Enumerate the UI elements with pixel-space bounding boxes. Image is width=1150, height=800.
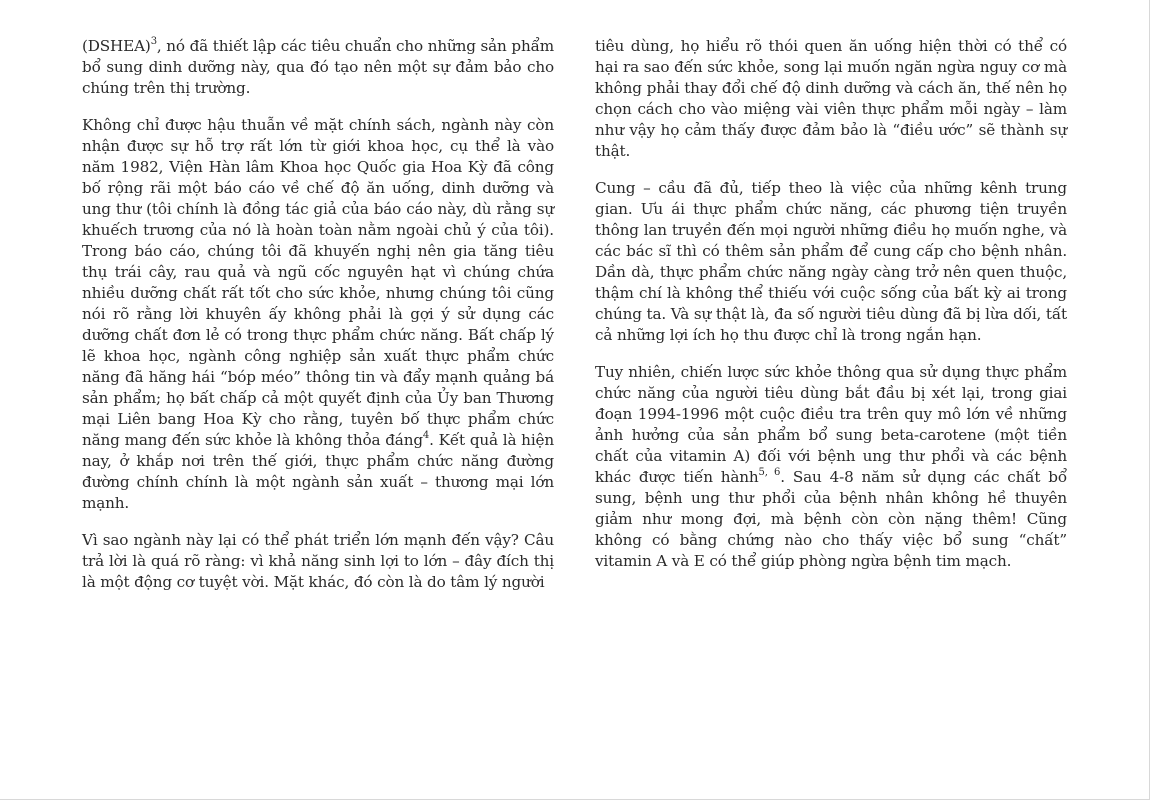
footnote-reference: 5, 6 — [758, 466, 781, 478]
paragraph — [82, 36, 554, 99]
footnote-reference: 4 — [422, 429, 430, 441]
paragraph-text: Tuy nhiên, chiến lược sức khỏe thông qua sử dụng thực phẩm chức năng của người tiêu dùng bắt đầu bị xét lại, trong giai đoạn 1994-1996 một cuộc điều tra trên quy mô lớn về những ảnh hưởng của sản phẩm bổ sung beta-carotene (một tiền chất của vitamin A) đối với bệnh ung thư phổi và các bệnh khác được tiến hành — [595, 363, 1067, 486]
paragraph-text: Không chỉ được hậu thuẫn về mặt chính sách, ngành này còn nhận được sự hỗ trợ rất lớn từ giới khoa học, cụ thể là vào năm 1982, Viện Hàn lâm Khoa học Quốc gia Hoa Kỳ đã công bố rộng rãi một báo cáo về chế độ ăn uống, dinh dưỡng và ung thư (tôi chính là đồng tác giả của báo cáo này, dù rằng sự khuếch trương của nó là hoàn toàn nằm ngoài chủ ý của tôi). Trong báo cáo, chúng tôi đã khuyến nghị nên gia tăng tiêu thụ trái cây, rau quả và ngũ cốc nguyên hạt vì chúng chứa nhiều dưỡng chất rất tốt cho sức khỏe, nhưng chúng tôi cũng nói rõ rằng lời khuyên ấy không phải là gợi ý sử dụng các dưỡng chất đơn lẻ có trong thực phẩm chức năng. Bất chấp lý lẽ khoa học, ngành công nghiệp sản xuất thực phẩm chức năng đã hăng hái “bóp méo” thông tin và đẩy mạnh quảng bá sản phẩm; họ bất chấp cả một quyết định của Ủy ban Thương mại Liên bang Hoa Kỳ cho rằng, tuyên bố thực phẩm chức năng mang đến sức khỏe là không thỏa đáng — [82, 116, 554, 449]
paragraph — [595, 36, 1067, 162]
paragraph-text: . Sau 4-8 năm sử dụng các chất bổ sung, bệnh ung thư phổi của bệnh nhân không hề thuyên giảm như mong đợi, mà bệnh còn còn nặng thêm! Cũng không có bằng chứng nào cho thấy việc bổ sung “chất” vitamin A và E có thể giúp phòng ngừa bệnh tim mạch. — [595, 468, 1068, 570]
paragraph-text: tiêu dùng, họ hiểu rõ thói quen ăn uống hiện thời có thể có hại ra sao đến sức khỏe, song lại muốn ngăn ngừa nguy cơ mà không phải thay đổi chế độ dinh dưỡng và cách ăn, thế nên họ chọn cách cho vào miệng vài viên thực phẩm mỗi ngày – làm như vậy họ cảm thấy được đảm bảo là “điều ước” sẽ thành sự thật. — [595, 37, 1067, 160]
paragraph — [595, 178, 1067, 346]
footnote-reference: 3 — [150, 35, 157, 47]
left-text-column — [82, 36, 554, 609]
paragraph-text: Cung – cầu đã đủ, tiếp theo là việc của những kênh trung gian. Ưu ái thực phẩm chức năng, các phương tiện truyền thông lan truyền đến mọi người những điều họ muốn nghe, và các bác sĩ thì có thêm sản phẩm để cung cấp cho bệnh nhân. Dần dà, thực phẩm chức năng ngày càng trở nên quen thuộc, thậm chí là không thể thiếu với cuộc sống của bất kỳ ai trong chúng ta. Và sự thật là, đa số người tiêu dùng đã bị lừa dối, tất cả những lợi ích họ thu được chỉ là trong ngắn hạn. — [595, 179, 1067, 344]
paragraph-text: (DSHEA) — [82, 37, 151, 55]
paragraph-text: , nó đã thiết lập các tiêu chuẩn cho những sản phẩm bổ sung dinh dưỡng này, qua đó tạo nên một sự đảm bảo cho chúng trên thị trường. — [82, 37, 554, 97]
paragraph — [82, 115, 554, 514]
paragraph-text: . Kết quả là hiện nay, ở khắp nơi trên thế giới, thực phẩm chức năng đường đường chính chính là một ngành sản xuất – thương mại lớn mạnh. — [82, 431, 554, 512]
paragraph — [595, 362, 1067, 572]
paragraph-text: Vì sao ngành này lại có thể phát triển lớn mạnh đến vậy? Câu trả lời là quá rõ ràng: vì khả năng sinh lợi to lớn – đây đích thị là một động cơ tuyệt vời. Mặt khác, đó còn là do tâm lý người — [82, 531, 554, 591]
right-text-column — [595, 36, 1067, 588]
paragraph — [82, 530, 554, 593]
